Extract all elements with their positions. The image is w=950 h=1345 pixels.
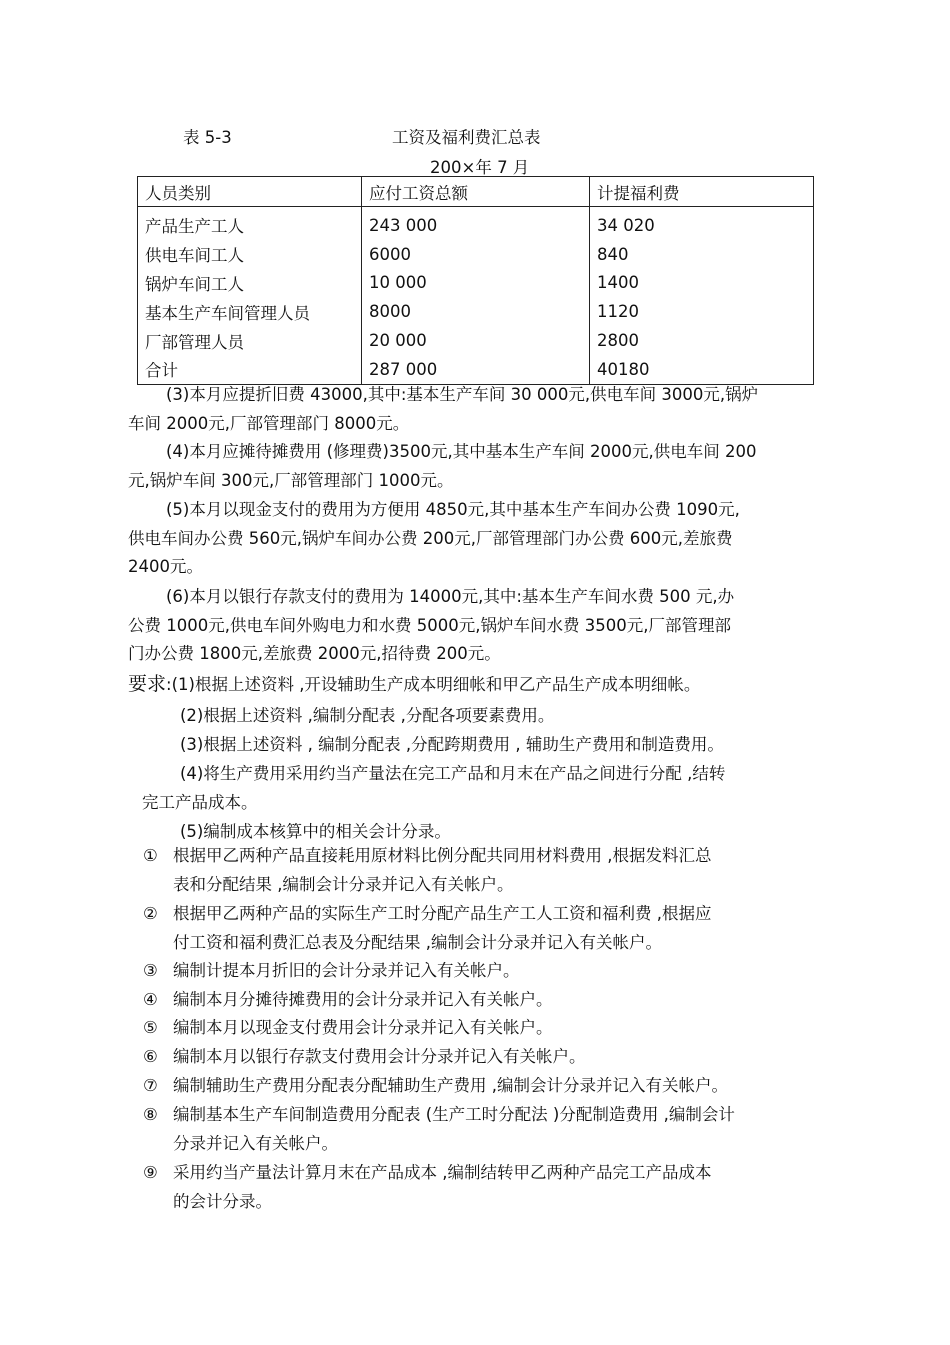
item-line: 编制基本生产车间制造费用分配表 (生产工时分配法 )分配制造费用 ,编制会计	[173, 1105, 735, 1124]
cell-welfare: 40180	[590, 355, 814, 384]
item-number: ③	[143, 961, 158, 980]
cell-welfare: 34 020	[590, 207, 814, 240]
requirement-5: (5)编制成本核算中的相关会计分录。	[180, 822, 451, 841]
list-item	[173, 957, 520, 986]
item-number: ②	[143, 904, 158, 923]
cell-category: 合计	[138, 355, 362, 384]
item-line: 采用约当产量法计算月末在产品成本 ,编制结转甲乙两种产品完工产品成本	[173, 1163, 712, 1182]
item-line: 表和分配结果 ,编制会计分录并记入有关帐户。	[173, 874, 514, 894]
cell-wages: 8000	[362, 297, 590, 326]
table-row	[138, 207, 814, 240]
item-number: ①	[143, 846, 158, 865]
item-number: ⑥	[143, 1047, 158, 1066]
paragraph-line: (5)本月以现金支付的费用为方便用 4850元,其中基本生产车间办公费 1090元,	[166, 500, 740, 519]
cell-wages: 6000	[362, 240, 590, 269]
table-total-row	[138, 355, 814, 384]
list-item	[173, 900, 712, 957]
cell-wages: 243 000	[362, 207, 590, 240]
table-date: 200×年 7 月	[430, 158, 530, 177]
cell-category: 基本生产车间管理人员	[138, 297, 362, 326]
table-row	[138, 240, 814, 269]
paragraph-line: (3)本月应提折旧费 43000,其中:基本生产车间 30 000元,供电车间 3000元,锅炉	[166, 385, 759, 404]
item-line: 编制本月以银行存款支付费用会计分录并记入有关帐户。	[173, 1047, 586, 1066]
item-number: ④	[143, 990, 158, 1009]
requirement-text: :(1)根据上述资料 ,开设辅助生产成本明细帐和甲乙产品生产成本明细帐。	[166, 675, 701, 694]
item-line: 编制本月以现金支付费用会计分录并记入有关帐户。	[173, 1018, 553, 1037]
cell-category: 供电车间工人	[138, 240, 362, 269]
paragraph-prepaid-expense	[128, 438, 812, 495]
list-item	[173, 1101, 735, 1158]
paragraph-depreciation	[128, 381, 812, 438]
list-item	[173, 842, 712, 899]
paragraph-line: 门办公费 1800元,差旅费 2000元,招待费 200元。	[128, 644, 501, 663]
cell-welfare: 840	[590, 240, 814, 269]
cell-wages: 287 000	[362, 355, 590, 384]
table-header-row	[138, 177, 814, 207]
paragraph-line: 2400元。	[128, 557, 203, 576]
cell-category: 产品生产工人	[138, 207, 362, 240]
paragraph-line: (6)本月以银行存款支付的费用为 14000元,其中:基本生产车间水费 500 元,办	[166, 587, 735, 606]
header-staff-category: 人员类别	[138, 177, 362, 207]
item-line: 编制本月分摊待摊费用的会计分录并记入有关帐户。	[173, 990, 553, 1009]
paragraph-line: 元,锅炉车间 300元,厂部管理部门 1000元。	[128, 470, 454, 490]
item-number: ⑦	[143, 1076, 158, 1095]
requirement-3: (3)根据上述资料 , 编制分配表 ,分配跨期费用 , 辅助生产费用和制造费用。	[180, 735, 724, 754]
cell-welfare: 2800	[590, 326, 814, 355]
item-line: 的会计分录。	[173, 1191, 272, 1211]
item-number: ⑧	[143, 1105, 158, 1124]
item-number: ⑨	[143, 1163, 158, 1182]
item-line: 编制辅助生产费用分配表分配辅助生产费用 ,编制会计分录并记入有关帐户。	[173, 1076, 728, 1095]
paragraph-line: 公费 1000元,供电车间外购电力和水费 5000元,锅炉车间水费 3500元,厂部管理部	[128, 615, 731, 635]
requirement-4-cont: 完工产品成本。	[142, 793, 258, 812]
list-item	[173, 1072, 728, 1101]
header-wages-payable: 应付工资总额	[362, 177, 590, 207]
paragraph-line: 供电车间办公费 560元,锅炉车间办公费 200元,厂部管理部门办公费 600元,差旅费	[128, 528, 733, 548]
paragraph-bank-expenses	[128, 583, 812, 669]
table-row	[138, 326, 814, 355]
list-item	[173, 1014, 553, 1043]
item-line: 付工资和福利费汇总表及分配结果 ,编制会计分录并记入有关帐户。	[173, 932, 662, 952]
item-line: 分录并记入有关帐户。	[173, 1133, 338, 1153]
paragraph-line: 车间 2000元,厂部管理部门 8000元。	[128, 413, 410, 433]
header-welfare-accrued: 计提福利费	[590, 177, 814, 207]
cell-welfare: 1400	[590, 269, 814, 298]
cell-category: 锅炉车间工人	[138, 269, 362, 298]
table-row	[138, 297, 814, 326]
requirement-1	[128, 669, 700, 696]
item-line: 根据甲乙两种产品直接耗用原材料比例分配共同用材料费用 ,根据发料汇总	[173, 846, 712, 865]
table-row	[138, 269, 814, 298]
item-line: 编制计提本月折旧的会计分录并记入有关帐户。	[173, 961, 520, 980]
requirements-lead: 要求	[128, 673, 167, 695]
requirement-4: (4)将生产费用采用约当产量法在完工产品和月末在产品之间进行分配 ,结转	[180, 764, 726, 783]
cell-wages: 20 000	[362, 326, 590, 355]
list-item	[173, 986, 553, 1015]
cell-wages: 10 000	[362, 269, 590, 298]
item-number: ⑤	[143, 1018, 158, 1037]
cell-welfare: 1120	[590, 297, 814, 326]
paragraph-line: (4)本月应摊待摊费用 (修理费)3500元,其中基本生产车间 2000元,供电车间 200	[166, 442, 757, 461]
list-item	[173, 1159, 712, 1216]
paragraph-cash-expenses	[128, 496, 812, 582]
cell-category: 厂部管理人员	[138, 326, 362, 355]
wage-welfare-summary-table	[137, 176, 814, 385]
list-item	[173, 1043, 586, 1072]
requirement-2: (2)根据上述资料 ,编制分配表 ,分配各项要素费用。	[180, 706, 555, 725]
table-number: 表 5-3	[183, 128, 232, 147]
table-title: 工资及福利费汇总表	[392, 128, 541, 147]
item-line: 根据甲乙两种产品的实际生产工时分配产品生产工人工资和福利费 ,根据应	[173, 904, 712, 923]
